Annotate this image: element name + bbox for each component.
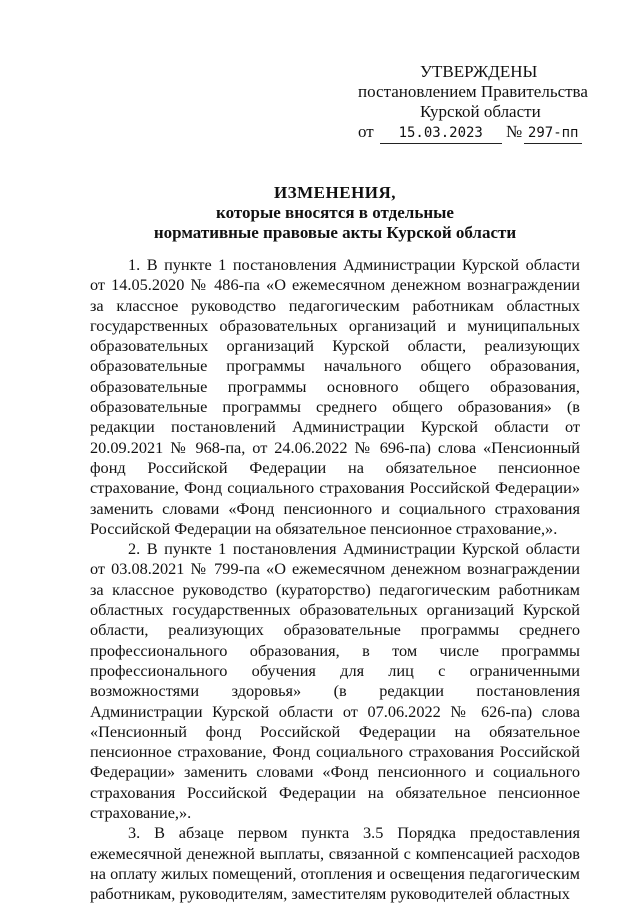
approval-stamp [340,62,590,142]
approval-date-number [340,122,590,142]
document-body [90,255,580,905]
approval-region: Курской области [420,102,541,121]
paragraph-1: 1. В пункте 1 постановления Администрации Курской области от 14.05.2020 № 486-па «О ежемесячном денежном вознаграждении за классное руководство педагогическим работникам областных государственных образовательных организаций и муниципальных образовательных организаций Курской области, реализующих образовательные программы начального общего образования, образовательные программы основного общего образования, образовательные программы среднего общего образования» (в редакции постановлений Администрации Курской области от 20.09.2021 № 968-па, от 24.06.2022 № 696-па) слова «Пенсионный фонд Российской Федерации на обязательное пенсионное страхование, Фонд социального страхования Российской Федерации» заменить словами «Фонд пенсионного и социального страхования Российской Федерации на обязательное пенсионное страхование,». [90,255,580,538]
approval-issuer: постановлением Правительства [358,82,588,101]
paragraph-2: 2. В пункте 1 постановления Администрации Курской области от 03.08.2021 № 799-па «О ежемесячном денежном вознаграждении за классное руководство (кураторство) педагогическим работникам областных государственных образовательных организаций Курской области, реализующих образовательные программы среднего профессионального образования, в том числе программы профессионального обучения для лиц с ограниченными возможностями здоровья» (в редакции постановления Администрации Курской области от 07.06.2022 № 626-па) слова «Пенсионный фонд Российской Федерации на обязательное пенсионное страхование, Фонд социального страхования Российской Федерации» заменить словами «Фонд пенсионного и социального страхования Российской Федерации на обязательное пенсионное страхование,». [90,539,580,823]
approval-date: 15.03.2023 [380,123,502,144]
document-title: ИЗМЕНЕНИЯ, [273,183,397,202]
paragraph-3: 3. В абзаце первом пункта 3.5 Порядка предоставления ежемесячной денежной выплаты, связанной с компенсацией расходов на оплату жилых помещений, отопления и освещения педагогическим работникам, руководителям, заместителям руководителей областных [90,823,580,904]
approval-number: 297-пп [524,123,582,144]
number-label: № [505,122,523,141]
document-subtitle-line1: которые вносятся в отдельные [216,203,454,222]
approval-title: УТВЕРЖДЕНЫ [420,62,538,81]
document-heading [90,183,580,243]
document-subtitle-line2: нормативные правовые акты Курской области [153,223,517,242]
date-label: от [358,122,374,141]
